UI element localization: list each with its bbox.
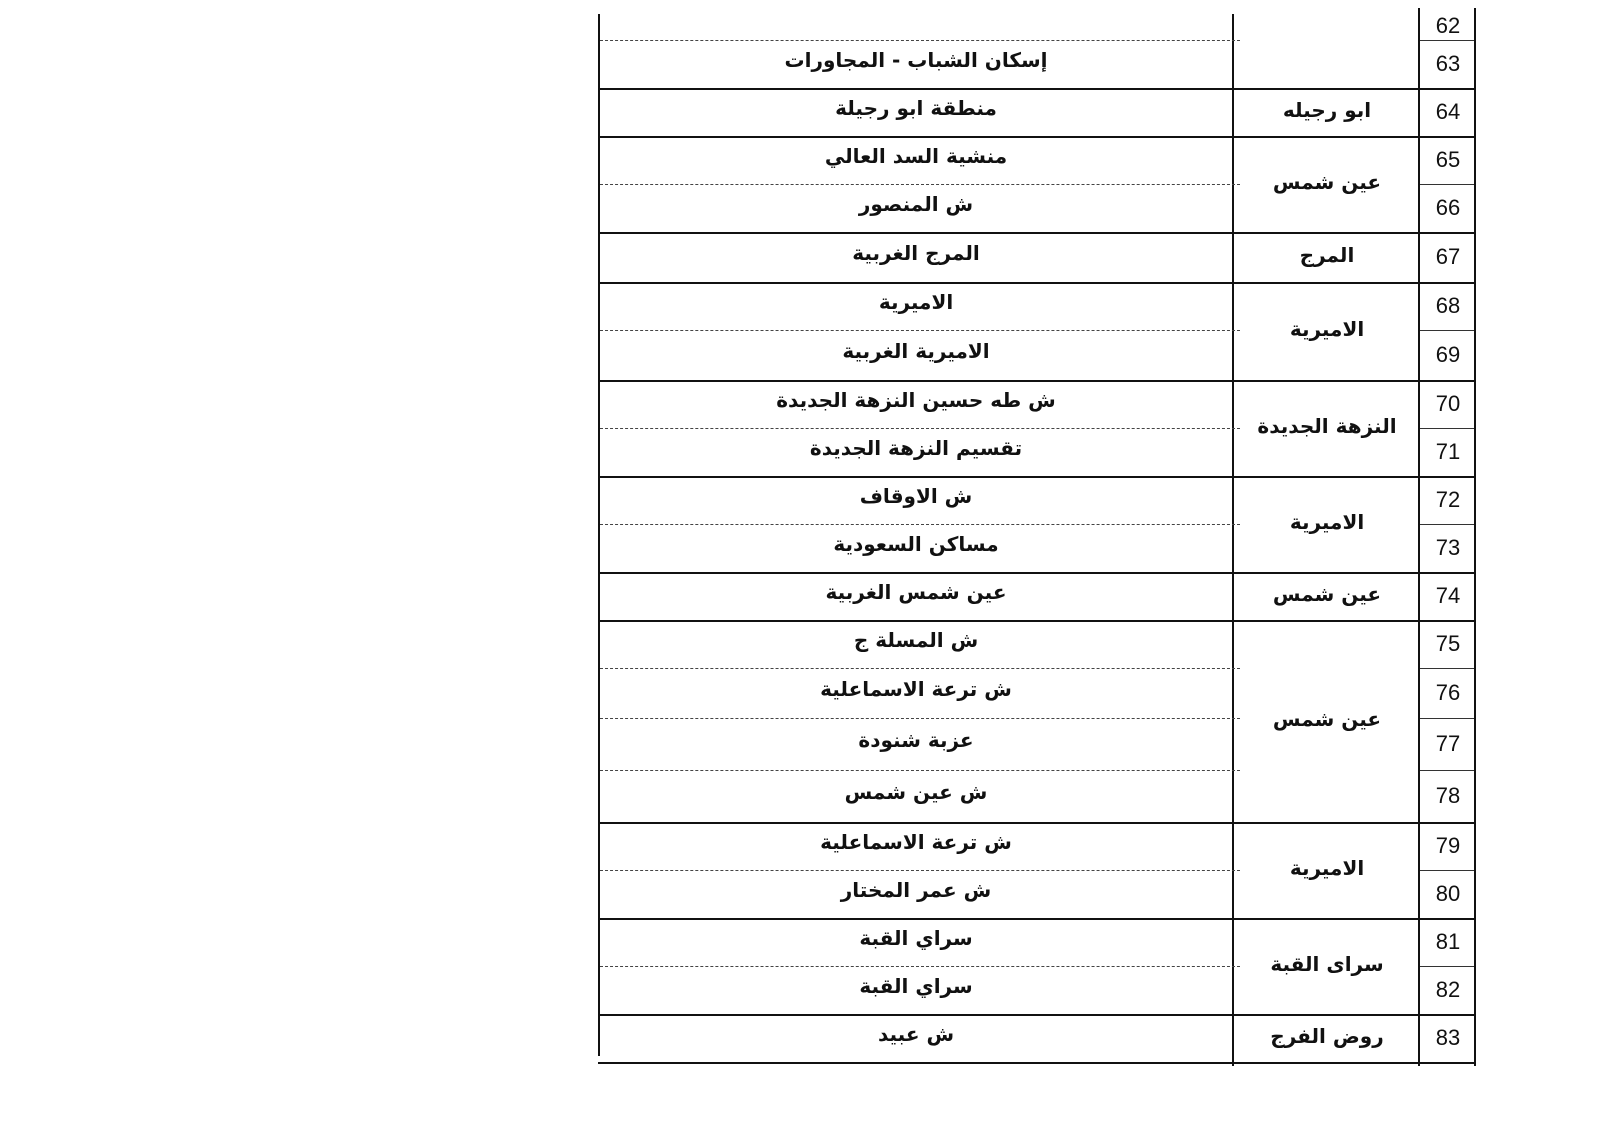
row-number: 73	[1435, 535, 1461, 560]
row-number: 75	[1435, 631, 1461, 656]
location-name: الاميرية	[878, 290, 954, 314]
group-border	[598, 88, 1476, 90]
row-number: 71	[1435, 439, 1461, 464]
group-border	[598, 1014, 1476, 1016]
district-name: النزهة الجديدة	[1257, 414, 1397, 438]
number-separator	[1420, 718, 1474, 719]
row-number: 65	[1435, 147, 1461, 172]
number-separator	[1420, 966, 1474, 967]
group-border	[598, 620, 1476, 622]
row-number: 81	[1435, 929, 1461, 954]
number-separator	[1420, 524, 1474, 525]
row-number: 77	[1435, 731, 1461, 756]
number-separator	[1420, 330, 1474, 331]
number-separator	[1420, 668, 1474, 669]
row-number: 63	[1435, 51, 1461, 76]
location-name: ش المنصور	[858, 192, 974, 216]
group-border	[598, 380, 1476, 382]
group-border	[598, 918, 1476, 920]
district-name: سراى القبة	[1270, 952, 1384, 976]
district-name: عين شمس	[1272, 707, 1382, 731]
group-border	[598, 282, 1476, 284]
location-name: الاميرية الغربية	[842, 339, 990, 363]
number-separator	[1420, 770, 1474, 771]
location-name: ش عبيد	[877, 1022, 955, 1046]
location-name: سراي القبة	[859, 926, 973, 950]
row-number: 69	[1435, 342, 1461, 367]
group-border	[598, 232, 1476, 234]
number-separator	[1420, 428, 1474, 429]
row-separator-dotted	[600, 668, 1240, 669]
location-name: تقسيم النزهة الجديدة	[809, 436, 1023, 460]
row-number: 70	[1435, 391, 1461, 416]
group-border	[598, 136, 1476, 138]
row-number: 67	[1435, 244, 1461, 269]
row-number: 68	[1435, 293, 1461, 318]
location-name: منطقة ابو رجيلة	[835, 96, 997, 120]
location-name: المرج الغربية	[852, 241, 980, 265]
location-name: ش الاوقاف	[859, 484, 973, 508]
group-border	[598, 1062, 1476, 1064]
row-separator-dotted	[600, 428, 1240, 429]
district-name: عين شمس	[1272, 582, 1382, 606]
group-border	[598, 572, 1476, 574]
row-number: 82	[1435, 977, 1461, 1002]
row-number: 80	[1435, 881, 1461, 906]
row-number: 72	[1435, 487, 1461, 512]
schedule-table	[598, 0, 1478, 1131]
row-number: 66	[1435, 195, 1461, 220]
row-separator-dotted	[600, 40, 1240, 41]
location-name: عزبة شنودة	[858, 728, 974, 752]
location-name: سراي القبة	[859, 974, 973, 998]
row-number: 76	[1435, 680, 1461, 705]
district-name: الاميرية	[1289, 856, 1365, 880]
location-name: ش عين شمس	[844, 780, 988, 804]
row-number: 62	[1435, 13, 1461, 38]
row-separator-dotted	[600, 770, 1240, 771]
row-number: 64	[1435, 99, 1461, 124]
district-name: الاميرية	[1289, 510, 1365, 534]
district-name: الاميرية	[1289, 317, 1365, 341]
district-name: روض الفرج	[1270, 1024, 1384, 1048]
row-number: 83	[1435, 1025, 1461, 1050]
district-name: المرج	[1299, 243, 1355, 267]
location-name: عين شمس الغربية	[825, 580, 1007, 604]
row-separator-dotted	[600, 718, 1240, 719]
number-separator	[1420, 184, 1474, 185]
row-number: 74	[1435, 583, 1461, 608]
group-border	[598, 822, 1476, 824]
row-separator-dotted	[600, 184, 1240, 185]
location-name: ش ترعة الاسماعلية	[820, 830, 1012, 854]
location-name: منشية السد العالي	[824, 144, 1008, 168]
location-name: ش ترعة الاسماعلية	[820, 677, 1012, 701]
number-separator	[1420, 40, 1474, 41]
row-separator-dotted	[600, 524, 1240, 525]
number-separator	[1420, 870, 1474, 871]
row-separator-dotted	[600, 966, 1240, 967]
location-name: مساكن السعودية	[833, 532, 999, 556]
row-separator-dotted	[600, 870, 1240, 871]
row-number: 79	[1435, 833, 1461, 858]
location-name: ش طه حسين النزهة الجديدة	[776, 388, 1056, 412]
location-name: ش المسلة ج	[853, 628, 979, 652]
group-border	[598, 476, 1476, 478]
row-number: 78	[1435, 783, 1461, 808]
location-name: إسكان الشباب - المجاورات	[784, 48, 1048, 72]
row-separator-dotted	[600, 330, 1240, 331]
district-name: عين شمس	[1272, 170, 1382, 194]
location-name: ش عمر المختار	[840, 878, 992, 902]
district-name: ابو رجيله	[1282, 98, 1372, 122]
